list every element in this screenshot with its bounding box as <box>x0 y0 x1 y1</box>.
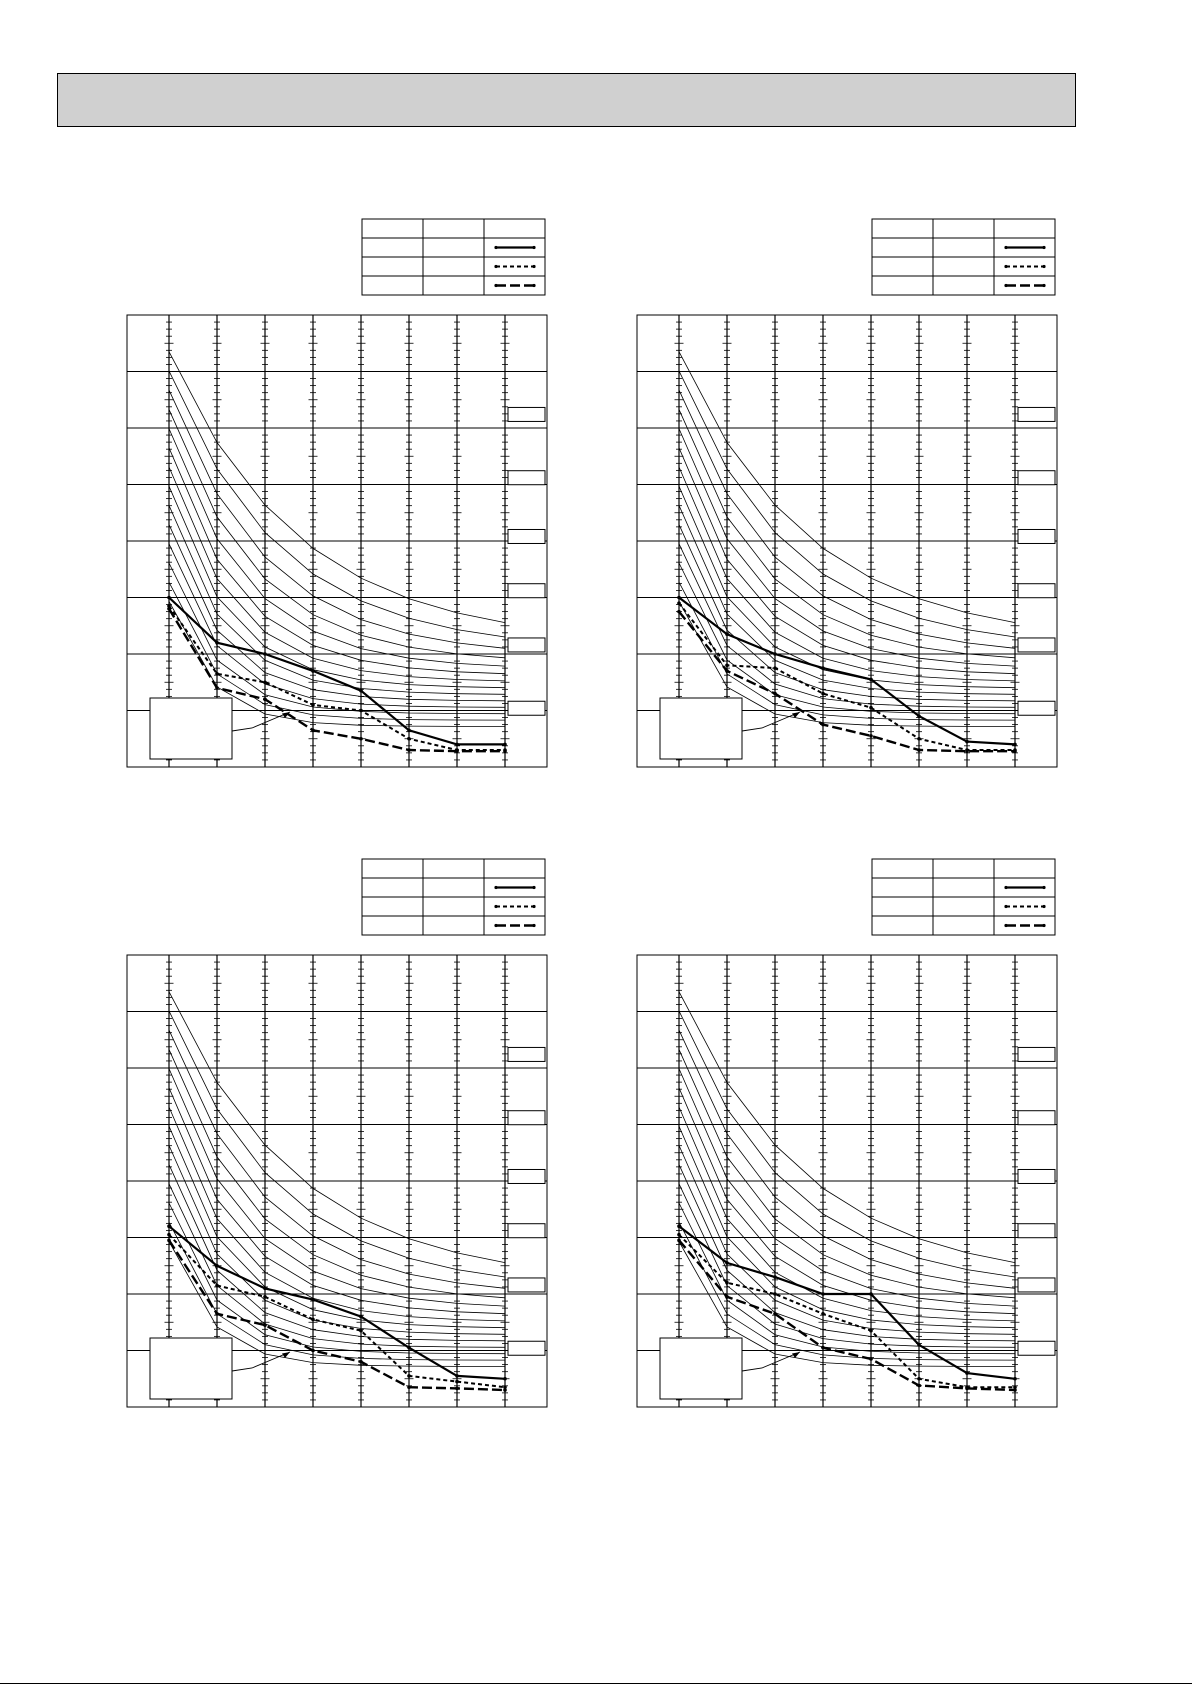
curve-label-box <box>508 529 545 543</box>
legend-swatch-dot <box>1042 284 1045 287</box>
series-point <box>965 749 969 753</box>
legend-table <box>362 219 545 295</box>
series-point <box>869 1329 873 1333</box>
series-point <box>215 672 219 676</box>
series-point <box>503 749 507 753</box>
legend-swatch-dot <box>494 265 497 268</box>
callout-box <box>660 1338 742 1399</box>
series-point <box>311 1349 315 1353</box>
series-point <box>455 743 459 747</box>
series-point <box>917 714 921 718</box>
series-point <box>215 641 219 645</box>
series-point <box>773 652 777 656</box>
curve-label-box <box>1018 529 1055 543</box>
series-point <box>263 1323 267 1327</box>
series-point <box>725 669 729 673</box>
series-point <box>503 743 507 747</box>
legend-swatch-dot <box>494 284 497 287</box>
chart-panel-1 <box>120 215 560 770</box>
series-point <box>869 1292 873 1296</box>
series-point <box>869 1357 873 1361</box>
curve-label-box <box>1018 1224 1055 1238</box>
curve-label-box <box>1018 471 1055 485</box>
series-point <box>407 748 411 752</box>
series-point <box>263 1287 267 1291</box>
series-point <box>167 1224 171 1228</box>
legend-swatch-dot <box>1004 246 1007 249</box>
curve-label-box <box>1018 638 1055 652</box>
curve-label-box <box>1018 1047 1055 1061</box>
legend-table <box>872 219 1055 295</box>
series-point <box>821 1346 825 1350</box>
series-point <box>869 706 873 710</box>
legend-swatch-dot <box>494 924 497 927</box>
series-point <box>311 728 315 732</box>
callout-box <box>660 698 742 759</box>
curve-label-box <box>508 1224 545 1238</box>
series-point <box>1013 1388 1017 1392</box>
series-point <box>677 610 681 614</box>
curve-label-box <box>1018 407 1055 421</box>
series-point <box>1013 749 1017 753</box>
chart-panel-2 <box>630 215 1070 770</box>
page-bottom-rule <box>0 1683 1192 1684</box>
legend-swatch-dot <box>532 246 535 249</box>
legend-swatch-dot <box>1004 924 1007 927</box>
callout-box <box>150 698 232 759</box>
series-point <box>167 1233 171 1237</box>
series-point <box>965 1371 969 1375</box>
legend-table <box>362 859 545 935</box>
legend-swatch-dot <box>532 924 535 927</box>
legend-swatch-dot <box>1042 886 1045 889</box>
series-point <box>455 1387 459 1391</box>
series-point <box>407 1385 411 1389</box>
curve-label-box <box>508 407 545 421</box>
series-point <box>407 737 411 741</box>
curve-label-box <box>508 471 545 485</box>
series-point <box>821 1312 825 1316</box>
series-point <box>773 692 777 696</box>
series-point <box>677 1239 681 1243</box>
series-point <box>407 1374 411 1378</box>
callout-box <box>150 1338 232 1399</box>
curve-label-box <box>508 1047 545 1061</box>
series-point <box>677 596 681 600</box>
series-point <box>725 664 729 668</box>
series-point <box>263 680 267 684</box>
series-point <box>1013 743 1017 747</box>
series-point <box>869 678 873 682</box>
series-point <box>407 728 411 732</box>
series-point <box>725 1261 729 1265</box>
series-point <box>503 1388 507 1392</box>
series-point <box>917 1384 921 1388</box>
legend-swatch-dot <box>532 905 535 908</box>
series-point <box>167 596 171 600</box>
legend-swatch-dot <box>1042 265 1045 268</box>
legend-table <box>872 859 1055 935</box>
series-point <box>215 1264 219 1268</box>
series-point <box>215 686 219 690</box>
series-point <box>359 1329 363 1333</box>
series-point <box>311 1318 315 1322</box>
series-point <box>917 737 921 741</box>
series-point <box>455 749 459 753</box>
legend-swatch-dot <box>532 265 535 268</box>
chart-panel-4 <box>630 855 1070 1410</box>
series-point <box>263 697 267 701</box>
series-point <box>263 652 267 656</box>
legend-swatch-dot <box>1004 886 1007 889</box>
series-point <box>359 709 363 713</box>
series-point <box>725 632 729 636</box>
chart-panel-3 <box>120 855 560 1410</box>
series-point <box>725 1281 729 1285</box>
series-point <box>311 1298 315 1302</box>
series-point <box>773 1312 777 1316</box>
series-point <box>359 737 363 741</box>
curve-label-box <box>1018 584 1055 598</box>
series-point <box>725 1295 729 1299</box>
series-point <box>821 666 825 670</box>
curve-label-box <box>508 584 545 598</box>
series-point <box>407 1346 411 1350</box>
legend-swatch-dot <box>1042 246 1045 249</box>
series-point <box>359 689 363 693</box>
curve-label-box <box>508 1169 545 1183</box>
section-title-bar <box>57 73 1076 127</box>
curve-label-box <box>508 1341 545 1355</box>
series-point <box>215 1312 219 1316</box>
series-point <box>455 1380 459 1384</box>
legend-swatch-dot <box>1004 905 1007 908</box>
legend-swatch-dot <box>532 284 535 287</box>
series-point <box>503 1377 507 1381</box>
curve-label-box <box>508 1278 545 1292</box>
series-point <box>821 692 825 696</box>
legend-swatch-dot <box>1004 284 1007 287</box>
legend-swatch-dot <box>1042 924 1045 927</box>
curve-label-box <box>508 1111 545 1125</box>
series-point <box>359 1360 363 1364</box>
curve-label-box <box>1018 1111 1055 1125</box>
curve-label-box <box>508 638 545 652</box>
series-point <box>773 1292 777 1296</box>
legend-swatch-dot <box>494 905 497 908</box>
series-point <box>455 1374 459 1378</box>
series-point <box>821 723 825 727</box>
series-point <box>965 1387 969 1391</box>
legend-swatch-dot <box>532 886 535 889</box>
curve-label-box <box>1018 1278 1055 1292</box>
curve-label-box <box>508 701 545 715</box>
series-point <box>167 607 171 611</box>
series-point <box>917 748 921 752</box>
series-point <box>677 1224 681 1228</box>
series-point <box>311 703 315 707</box>
series-point <box>311 669 315 673</box>
series-point <box>965 740 969 744</box>
curve-label-box <box>1018 1169 1055 1183</box>
series-point <box>263 1295 267 1299</box>
curve-label-box <box>1018 1341 1055 1355</box>
series-point <box>167 1239 171 1243</box>
series-point <box>917 1343 921 1347</box>
curve-label-box <box>1018 701 1055 715</box>
legend-swatch-dot <box>494 246 497 249</box>
series-point <box>773 1275 777 1279</box>
series-point <box>917 1377 921 1381</box>
series-point <box>677 1233 681 1237</box>
series-point <box>1013 1377 1017 1381</box>
series-point <box>215 1284 219 1288</box>
legend-swatch-dot <box>1004 265 1007 268</box>
series-point <box>869 734 873 738</box>
series-point <box>359 1315 363 1319</box>
series-point <box>821 1292 825 1296</box>
series-point <box>773 666 777 670</box>
series-point <box>677 601 681 605</box>
legend-swatch-dot <box>494 886 497 889</box>
legend-swatch-dot <box>1042 905 1045 908</box>
